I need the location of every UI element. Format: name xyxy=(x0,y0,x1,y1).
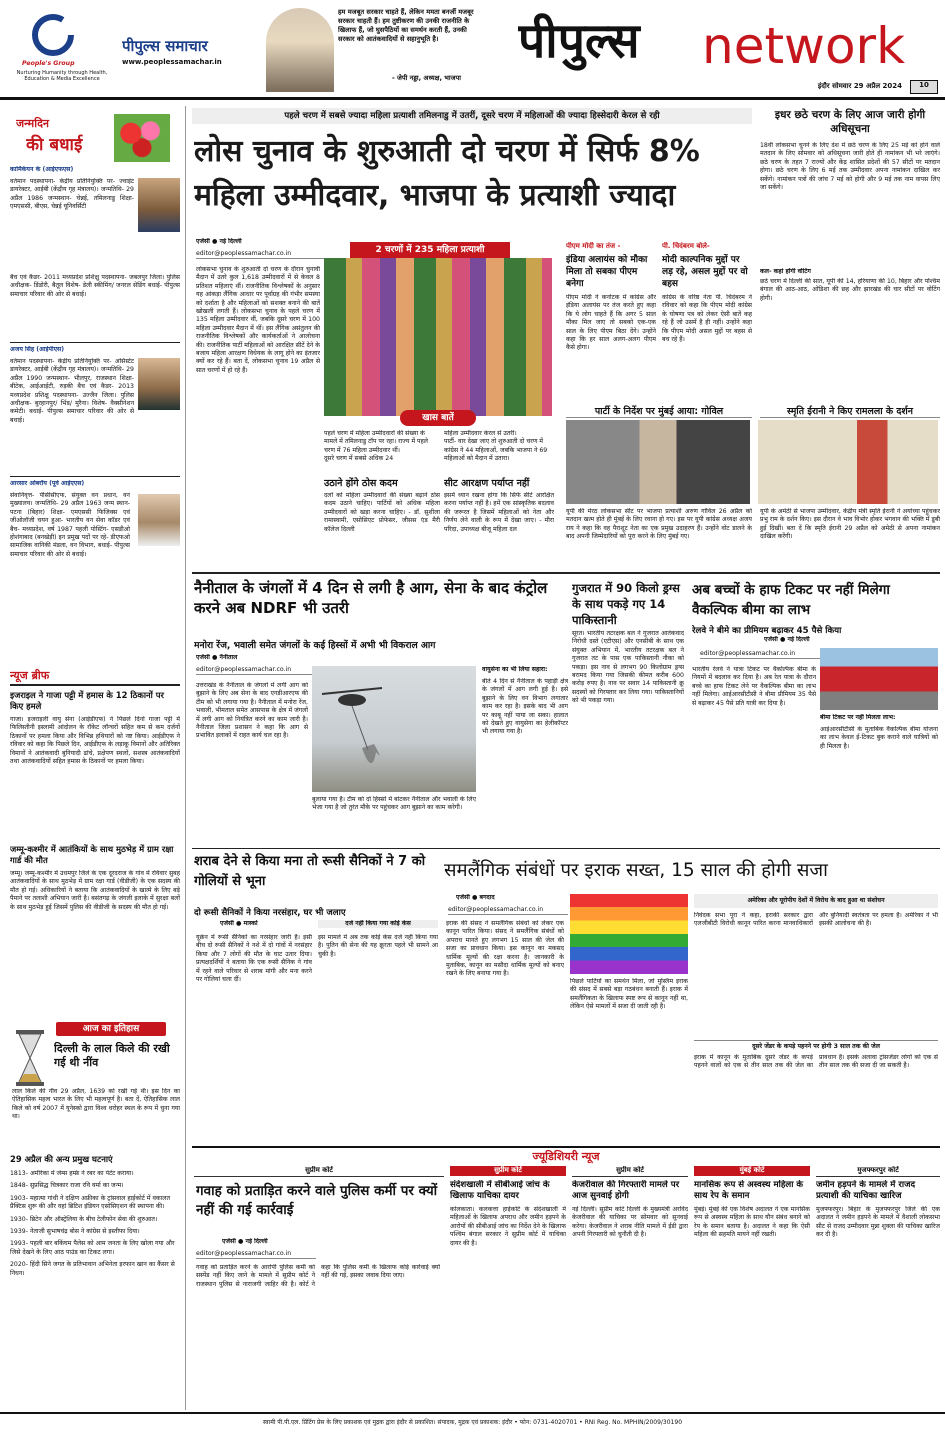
lead-headline: लोस चुनाव के शुरुआती दो चरण में सिर्फ 8% महिला उम्मीदवार, भाजपा के प्रत्याशी ज्यादा xyxy=(194,134,700,213)
hourglass-icon xyxy=(14,1030,46,1086)
lead-sub2-heading: सीट आरक्षण पर्याप्त नहीं xyxy=(444,478,530,489)
russia-headline: शराब देने से किया मना तो रूसी सैनिकों ने 7 को गोलियों से भूना xyxy=(194,854,426,889)
byline-agency: एजेंसी xyxy=(196,238,210,245)
sandesh-court-label: सुप्रीम कोर्ट xyxy=(450,1166,566,1176)
divider xyxy=(10,476,180,477)
birthday-heading-2: की बधाई xyxy=(26,135,83,155)
train-sub: बीमा टिकट पर नहीं मिलता लाभ: xyxy=(820,714,896,721)
key-points-left xyxy=(324,430,440,470)
divider xyxy=(10,684,180,686)
dateline: इंदौर सोमवार 29 अप्रैल 2024 xyxy=(817,82,902,90)
samlaingik-body-3: निवेदक सभा पूरा ने कहा, इराकी सरकार द्वारा एलजीबीटी विरोधी कानून पारित करना मानवाधिकारों और बुनियादी स्वतंत्रता पर हमला है। अमेरिका ने भी इसकी आलोचना की है। xyxy=(694,912,938,928)
website[interactable]: www.peoplessamachar.in xyxy=(122,58,222,66)
police-headline: गवाह को प्रताड़ित करने वाले पुलिस कर्मी पर क्यों नहीं की गई कार्रवाई xyxy=(196,1183,438,1218)
brief-1-body: गाजा। इजराइली वायु सेना (आईडीएफ) ने पिछले दिनों गाजा पट्टी में फिलिस्तीनी इस्लामी आंदोलन के रॉकेट लॉन्चरों सहित कम से कम दर्जनों ठिकानों पर हमला किया और विभिन्न हथियारों को नष्ट किया। आईडीएफ ने रविवार को कहा कि पिछले दिन, आईडीएफ के लड़ाकू विमानों और अतिरिक्त विमानों ने आतंकवादी बुनियादी ढांचे, प्रक्षेपण स्थलों, सशस्त्र आतंकवादियों तथा आतंकवादियों सहित हमास के ठिकानों पर हमला किया। xyxy=(10,716,180,766)
train-body: भारतीय रेलवे ने यात्रा टिकट पर वैकल्पिक बीमा के नियमों में बदलाव कर दिया है। अब रेल यात्रा के दौरान बच्चे का हाफ टिकट लेने पर वैकल्पिक बीमा का लाभ नहीं मिलेगा। आईआरसीटीसी ने बीमा प्रीमियम 35 पैसे से बढ़ाकर 45 पैसे प्रति यात्री कर दिया है। xyxy=(692,666,816,707)
birthday-person-2-details: वर्तमान पदस्थापना- केंद्रीय प्रतिनियुक्ति पर- असिस्टेंट डायरेक्टर, आईबी (केंद्रीय गृह मंत्रालय)। जन्मतिथि- 29 अप्रैल 1990 जन्मस्थान- भीलपुर, राजस्थान शिक्षा- बीटेक, आईआईटी, रुड़की बैच एवं कैडर- 2013 मध्यप्रदेश प्रशिक्षु पदस्थापना- उज्जैन जिला। पुलिस अधीक्षक- बुरहानपुर/ भिंड/ मुरैना। विशेष- वैक्सीनेशन कमेटी। बधाई- पीपुल्स समाचार परिवार की ओर से बधाई। xyxy=(10,358,134,424)
kejriwal-headline: केजरीवाल की गिरफ्तारी मामले पर आज सुनवाई होगी xyxy=(572,1180,680,1201)
page-number: 10 xyxy=(910,80,938,94)
key-point: दूसरे चरण में सबसे अधिक 24 xyxy=(324,455,394,463)
kejriwal-court-label: सुप्रीम कोर्ट xyxy=(572,1166,688,1177)
judiciary-label: ज्यूडिशियरी न्यूज xyxy=(192,1146,940,1164)
nainital-caption: बुलाया गया है। टीम को दो हिस्सों में बांटकर नैनीताल और भवाली के लिए भेजा गया है जो तुरंत मौके पर पहुंचकर आग बुझाने का काम करेगी। xyxy=(312,796,476,812)
sixth-phase-sub: कल- कहां होंगी वोटिंग xyxy=(760,268,811,275)
train-photo xyxy=(820,648,938,710)
birthday-person-1-more: बैच एवं कैडर- 2011 मध्यप्रदेश प्रशिक्षु पदस्थापना- जबलपुर जिला। पुलिस अधीक्षक- डिंडोरी, बैतूल विशेष- डेली स्कीमिंग/ जनरल सेडिंग बधाई- पीपुल्स समाचार परिवार की ओर से बधाई। xyxy=(10,274,180,298)
byline-city: मास्को xyxy=(243,920,258,927)
samlaingik-headline: समलैंगिक संबंधों पर इराक सख्त, 15 साल की होगी सजा xyxy=(444,860,828,881)
lead-sub1-body: दलों को महिला उम्मीदवारों की संख्या बढ़ाने ठोस कदम उठाने चाहिए। पार्टियों को अधिक महिला उम्मीदवारों को खड़ा करना चाहिए। - डॉ. सुशीला रामास्वामी, एसोसिएट प्रोफेसर, जीसस एंड मैरी कॉलेज दिल्ली xyxy=(324,492,440,533)
nainital-email[interactable]: editor@peoplessamachar.co.in xyxy=(196,666,316,675)
divider xyxy=(10,342,180,343)
brand-small: पीपुल्स समाचार xyxy=(122,37,208,55)
group-name: People's Group xyxy=(22,60,75,67)
russia-body: यूक्रेन में रूसी सैनिकों का नरसंहार जारी है। इसी बीच दो रूसी सैनिकों ने नशे में दो गांवों में नरसंहार किया और 7 लोगों की मौत के घाट उतार दिया। प्रत्यक्षदर्शियों ने बताया कि एक रूसी सैनिक ने गांव में रहने वाले परिवार से शराब मांगी और मना करने पर गोलियां चला दीं। xyxy=(196,934,312,984)
brief-1-headline: इजराइल ने गाजा पट्टी में हमास के 12 ठिकानों पर किए हमले xyxy=(10,690,164,711)
nainital-subhead: मनोरा रेंज, भवाली समेत जंगलों के कई हिस्सों में अभी भी विकराल आग xyxy=(194,640,436,651)
kejriwal-body: नई दिल्ली। सुप्रीम कोर्ट दिल्ली के मुख्यमंत्री अरविंद केजरीवाल की याचिका पर सोमवार को सुनवाई करेगा। केजरीवाल ने शराब नीति मामले में ईडी द्वारा अपनी गिरफ्तारी को चुनौती दी है। xyxy=(572,1206,688,1239)
event-item: 1939- नेताजी सुभाषचंद्र बोस ने कांग्रेस से इस्तीफा दिया। xyxy=(10,1228,140,1236)
smriti-body: यूपी के अमेठी से भाजपा उम्मीदवार, केंद्रीय मंत्री स्मृति ईरानी ने अयोध्या पहुंचकर प्रभु राम के दर्शन किए। इस दौरान वे भाव विभोर होकर भगवान की भक्ति में डूबी हुई दिखीं। बता दें कि स्मृति ईरानी 29 अप्रैल को अमेठी से अपना नामांकन दाखिल करेंगी। xyxy=(760,508,940,541)
lead-sub1-heading: उठाने होंगे ठोस कदम xyxy=(324,478,398,489)
samlaingik-tag: अमेरिका और यूरोपीय देशों में विरोध के बाद हुआ था संशोधन xyxy=(694,894,938,908)
byline-agency: एजेंसी xyxy=(220,920,234,927)
history-label: आज का इतिहास xyxy=(56,1022,166,1036)
helicopter-photo xyxy=(312,666,476,792)
byline-city: नई दिल्ली xyxy=(245,1238,268,1245)
lead-photo-caption: 2 चरणों में 235 महिला प्रत्याशी xyxy=(350,242,510,258)
samlaingik-sub: दूसरे जेंडर के कपड़े पहनने पर होगी 3 साल तक की जेल xyxy=(694,1040,938,1051)
paper-title-en: network xyxy=(702,18,906,74)
lead-photo-women-voters xyxy=(324,258,552,416)
lead-body: लोकसभा चुनाव के शुरुआती दो चरण के दौरान चुनावी मैदान में उतरे कुल 1,618 उम्मीदवारों में से केवल 8 प्रतिशत महिलाएं थीं। राजनीतिक विश्लेषकों के अनुसार यह आंकड़ा लैंगिक आधार पर पूर्वाग्रह की गंभीर समस्या को दर्शाता है और महिलाओं को सशक्त बनाने की बातें खोखली लगती हैं। लोकसभा चुनाव के पहले चरण में 135 महिला उम्मीदवार थीं, जबकि दूसरे चरण में 100 महिला उम्मीदवार मैदान में थीं। इस लैंगिक असंतुलन की राजनीतिक विश्लेषकों और कार्यकर्ताओं ने आलोचना की। राजनीतिक पार्टी महिलाओं को आरक्षित सीटें देने के बजाय महिला आरक्षण विधेयक के लागू होने का इंतजार क्यों कर रहे हैं। बता दें, लोकसभा चुनाव 19 अप्रैल से सात चरणों में हो रहे हैं। xyxy=(196,266,320,374)
byline-agency: एजेंसी xyxy=(764,636,778,643)
birthday-person-3-photo xyxy=(138,494,180,546)
footer: स्वामी पी.पी.एल. प्रिंटिंग प्रेस के लिए प्रकाशक एवं मुद्रक द्वारा इंदौर से प्रकाशित। संपादक, मुद्रक एवं प्रकाशक: इंदौर • फोन: 0731-4020701 • RNI Reg. No. MPHIN/2009/30190 xyxy=(0,1412,945,1445)
byline-agency: एजेंसी xyxy=(222,1238,236,1245)
muzaffarpur-court-label: मुजफ्फरपुर कोर्ट xyxy=(816,1166,940,1177)
brief-2-headline: जम्मू-कश्मीर में आतंकियों के साथ मुठभेड़ में ग्राम रक्षा गार्ड की मौत xyxy=(10,844,174,865)
brief-2-body: जम्मू। जम्मू-कश्मीर में उधमपुर जिले के एक दूरदराज के गांव में रविवार सुबह आतंकवादियों के साथ मुठभेड़ में ग्राम रक्षा गार्ड (वीडीजी) के एक सदस्य की मौत हो गई। अधिकारियों ने बताया कि आतंकवादियों के खात्मे के लिए बड़े पैमाने पर तलाशी अभियान जारी है। बसंतगढ़ के जंगली इलाके में सुरक्षा बलों के साथ मुठभेड़ हुई जिसमें पुलिस की वीडीजी के सदस्य की मौत हो गई। xyxy=(10,870,180,911)
quote-text: हम मजबूत सरकार चाहते हैं, लेकिन ममता बनर्जी मजबूर सरकार चाहती हैं। हम तुष्टीकरण की उनकी राजनीति के खिलाफ हैं, जो घुसपैठियों का समर्थन करती हैं, उनकी सरकार को आतंकवादियों से सहानुभूति है। xyxy=(338,8,474,43)
russia-byline: एजेंसी ● मास्को xyxy=(220,920,258,927)
lead-email[interactable]: editor@peoplessamachar.co.in xyxy=(196,250,326,259)
nainital-side-body: बीते 4 दिन से नैनीताल के पहाड़ी क्षेत्र के जंगलों में आग लगी हुई है। इसे बुझाने के लिए वन विभाग लगातार काम कर रहा है। इसके बाद भी आग पर काबू नहीं पाया जा सका। हालात को देखते हुए वायुसेना का हेलीकॉप्टर भी लगाया गया है। xyxy=(482,678,568,736)
events-list xyxy=(10,1170,182,1408)
byline-city: नई दिल्ली xyxy=(219,238,242,245)
event-item: 1848- सुप्रसिद्ध चित्रकार राजा रवि वर्मा का जन्म। xyxy=(10,1182,124,1190)
left-column xyxy=(6,106,186,1410)
train-byline: एजेंसी ● नई दिल्ली xyxy=(764,636,810,643)
birthday-person-1-name: कार्मिकेयन के (आईएफएस) xyxy=(10,166,74,173)
samlaingik-email[interactable]: editor@peoplessamachar.co.in xyxy=(448,906,568,915)
event-item: 1903- महात्मा गांधी ने दक्षिण अफ्रीका के ट्रांसवाल हाईकोर्ट में वकालत प्रैक्टिस शुरू की और वहां ब्रिटिश इंडियन एसोसिएशन की स्थापना की। xyxy=(10,1194,170,1211)
smriti-photo xyxy=(758,420,938,504)
muzaffarpur-body: मुजफ्फरपुर। बिहार के मुजफ्फरपुर जिले की एक अदालत ने जमीन हड़पने के मामले में वैशाली लोकसभा सीट से राजद उम्मीदवार मुन्ना शुक्ला की याचिका खारिज कर दी है। xyxy=(816,1206,940,1239)
mumbai-court-label: मुंबई कोर्ट xyxy=(694,1166,810,1176)
group-tagline: Nurturing Humanity through Health, Education & Media Excellence xyxy=(16,70,108,82)
paper-title-hindi: पीपुल्स xyxy=(518,13,640,69)
nainital-headline: नैनीताल के जंगलों में 4 दिन से लगी है आग, सेना के बाद कंट्रोल करने अब NDRF भी उतरी xyxy=(194,579,548,617)
modi-body: पीएम मोदी ने कर्नाटक में कांग्रेस और इंडिया अलायंस पर तंज करते हुए कहा कि ये लोग चाहते हैं कि अगर 5 साल मौका मिल जाए तो सबको एक-एक साल के लिए पीएम बिठा देंगे। उन्होंने कहा कि हर साल अलग-अलग पीएम कैसे होगा। xyxy=(566,294,656,352)
govil-photo xyxy=(566,420,750,504)
history-box xyxy=(10,1020,182,1150)
byline-city: नई दिल्ली xyxy=(787,636,810,643)
byline-agency: एजेंसी xyxy=(456,894,470,901)
modi-headline: इंडिया अलायंस को मौका मिला तो सबका पीएम बनेगा xyxy=(566,255,648,289)
birthday-person-1-photo xyxy=(138,178,180,232)
rainbow-hands-photo xyxy=(570,894,688,974)
jp-nadda-photo xyxy=(266,8,334,92)
key-points-right xyxy=(444,430,554,470)
quote-author: - जेपी नड्डा, अध्यक्ष, भाजपा xyxy=(392,74,461,82)
mumbai-headline: मानसिक रूप से अस्वस्थ महिला के साथ रेप के समान xyxy=(694,1180,804,1201)
train-headline: अब बच्चों के हाफ टिकट पर नहीं मिलेगा वैकल्पिक बीमा का लाभ xyxy=(692,582,890,618)
smriti-headline: स्मृति ईरानी ने किए रामलला के दर्शन xyxy=(760,404,940,418)
mumbai-body: मुंबई। मुंबई की एक विशेष अदालत ने एक मानसिक रूप से अस्वस्थ महिला के साथ यौन संबंध बनाने को रेप के समान बताया है। अदालत ने कहा कि ऐसी महिला की सहमति मायने नहीं रखती। xyxy=(694,1206,810,1239)
helicopter-icon xyxy=(312,666,476,792)
birthday-person-2-name: अजय सिंह (आईपीएस) xyxy=(10,346,65,353)
modi-kicker: पीएम मोदी का तंज - xyxy=(566,242,621,250)
govil-body: यूपी की मेरठ लोकसभा सीट पर भाजपा प्रत्याशी अरुण गोविल 26 अप्रैल को मतदान खत्म होते ही मुंबई के लिए रवाना हो गए। इस पर यूपी कांग्रेस अध्यक्ष अजय राय ने कहा कि वह पैराशूट नेता का एक प्रमुख उदाहरण हैं। उन्होंने वोट डालने के बाद अपनी जिम्मेदारियों को पूरा करने के लिए मुंबई गए। xyxy=(566,508,752,541)
history-headline: दिल्ली के लाल किले की रखी गई थी नींव xyxy=(54,1042,170,1069)
train-sub-body: आईआरसीटीसी के मुताबिक वैकल्पिक बीमा योजना का लाभ केवल ई-टिकट बुक कराने वाले यात्रियों को ही मिलता है। xyxy=(820,726,938,750)
gujarat-headline: गुजरात में 90 किलो ड्रग्स के साथ पकड़े गए 14 पाकिस्तानी xyxy=(572,581,680,627)
nainital-body: उत्तराखंड के नैनीताल के जंगलों में लगी आग को बुझाने के लिए अब सेना के बाद एनडीआरएफ की टीम को भी लगाया गया है। नैनीताल में मनोरा रेंज, भवाली, भीमताल समेत आसपास के क्षेत्र में जंगलों में लगी आग को नियंत्रित करने का काम जारी है। नैनीताल जिला प्रशासन ने कहा कि आग से प्रभावित इलाकों में राहत कार्य चल रहा है। xyxy=(196,682,308,740)
lead-sub2-body: इसमें ध्यान रखना होगा कि सिर्फ सीटें आरक्षित करना पर्याप्त नहीं है। हमें एक सांस्कृतिक बदलाव की जरूरत है जिसमें महिलाओं को नेता और निर्णय लेने वाली के रूप में देखा जाए। - मीरा परिदा, उपाध्यक्ष बीजू महिला दल xyxy=(444,492,554,533)
nainital-byline: एजेंसी ● नैनीताल xyxy=(196,654,238,661)
events-heading: 29 अप्रैल की अन्य प्रमुख घटनाएं xyxy=(10,1154,113,1164)
birthday-person-3-details: सेवानिवृत्त- पीसीसीएफ, संयुक्त वन प्रधान, वन मुख्यालय। जन्मतिथि- 29 अप्रैल 1963 जन्म स्थान- पटना (बिहार) शिक्षा- एमएससी फिजिक्स एवं जीओलॉजी चयन हुआ- भारतीय वन सेवा कॉडर एवं बैच- मध्यप्रदेश, वर्ष 1987 पहली पोस्टिंग- एसडीओ होशंगाबाद (बनखेड़ी) इन प्रमुख पदों पर रहे- डीएफओ सामाजिक वानिकी मंडला, वन विभाग, बधाई- पीपुल्स समाचार परिवार की ओर से बधाई। xyxy=(10,492,130,558)
lead-byline: एजेंसी ● नई दिल्ली xyxy=(196,238,242,245)
news-brief-label: न्यूज ब्रीफ xyxy=(10,669,50,682)
history-body: लाल किले की नींव 29 अप्रैल, 1639 को रखी गई थी। इस दिन का ऐतिहासिक महत्व भारत के लिए भी महत्वपूर्ण है। बता दें, ऐतिहासिक लाल किले को वर्ष 2007 में यूनेस्को द्वारा विश्व धरोहर स्थल के रूप में चुना गया था। xyxy=(12,1088,180,1121)
russia-sub: दर्ज नहीं किया गया कोई केस xyxy=(318,920,438,928)
event-item: 1813- अमेरिका में जेम्स हम्फ्रे ने रबर का पेटेंट कराया। xyxy=(10,1170,134,1177)
samlaingik-byline: एजेंसी ● बगदाद xyxy=(456,894,495,901)
divider xyxy=(192,572,940,574)
birthday-heading-1: जन्मदिन xyxy=(16,117,50,130)
divider xyxy=(192,848,940,849)
sixth-phase-body: 18वीं लोकसभा चुनने के लिए देश में छठे चरण के लिए 25 मई को होने वाले मतदान के लिए सोमवार को अधिसूचना जारी होते ही नामांकन भी भरे जाएंगे। छठे चरण के तहत 7 राज्यों और केंद्र शासित प्रदेशों की 57 सीटों पर मतदान होगा। छठे चरण के लिए 6 मई तक उम्मीदवार अपना नामांकन दाखिल कर सकेंगे। नामांकन पत्रों की जांच 7 मई को होगी और 9 मई तक नाम वापस लिए जा सकेंगे। xyxy=(760,142,940,192)
russia-sub-body: इस मामले में अब तक कोई केस दर्ज नहीं किया गया है। पुतिन की सेना की यह क्रूरता पहले भी सामने आ चुकी है। xyxy=(318,934,438,958)
byline-city: नैनीताल xyxy=(219,654,238,661)
sandesh-body: कोलकाता। कलकत्ता हाईकोर्ट के संदेशखाली में महिलाओं के खिलाफ अपराध और जमीन हड़पने के आरोपों की सीबीआई जांच का निर्देश देने के खिलाफ पश्चिम बंगाल सरकार ने सुप्रीम कोर्ट में याचिका दायर की है। xyxy=(450,1206,566,1247)
flowers-graphic xyxy=(114,114,170,162)
key-points-label: खास बातें xyxy=(400,410,476,426)
lead-kicker: पहले चरण में सबसे ज्यादा महिला प्रत्याशी तमिलनाडु में उतरीं, दूसरे चरण में महिलाओं की ज्यादा हिस्सेदारी केरल से रही xyxy=(192,108,752,124)
birthday-person-3-name: आरसार ओबरॉय (पूर्व आईएएस) xyxy=(10,480,85,487)
byline-city: बगदाद xyxy=(479,894,495,901)
event-item: 1930- ब्रिटेन और ऑस्ट्रेलिया के बीच टेलीफोन सेवा की शुरुआत। xyxy=(10,1215,158,1223)
key-point: महिला उम्मीदवार केरल से उतरीं। xyxy=(444,430,517,437)
birthday-person-1-details: वर्तमान पदस्थापना- केंद्रीय प्रतिनियुक्ति पर- ज्वाइंट डायरेक्टर, आईबी (केंद्रीय गृह मंत्रालय)। जन्मतिथि- 29 अप्रैल 1986 जन्मस्थान- चेन्नई, तमिलनाडु शिक्षा- एमएससी, बीएस, चेन्नई यूनिवर्सिटी xyxy=(10,178,134,211)
chidambaram-headline: मोदी काल्पनिक मुद्दों पर लड़ रहे, असल मुद्दों पर वो बहस xyxy=(662,255,748,289)
police-court-label: सुप्रीम कोर्ट xyxy=(194,1166,444,1177)
nainital-side-label: वायुसेना का भी लिया सहारा: xyxy=(482,666,548,673)
samlaingik-body-2: पिछले पार्टियों का समर्थन मिला, जो मुस्लिम इराक की संसद में सबसे बड़ा गठबंधन बनाती हैं। इराक में समलैंगिकता के खिलाफ स्पष्ट रूप से कानून नहीं था, लेकिन ऐसे मामलों में सजा दी जाती रही है। xyxy=(570,978,688,1011)
train-subhead: रेलवे ने बीमे का प्रीमियम बढ़ाकर 45 पैसे किया xyxy=(692,626,842,636)
govil-headline: पार्टी के निर्देश पर मुंबई आया: गोविल xyxy=(566,404,752,418)
byline-agency: एजेंसी xyxy=(196,654,210,661)
train-email[interactable]: editor@peoplessamachar.co.in xyxy=(700,650,820,659)
key-point: पार्टी- वार देखा जाए तो शुरुआती दो चरण में कांग्रेस ने 44 महिलाओं, जबकि भाजपा ने 69 महिलाओं को मैदान में उतारा। xyxy=(444,438,548,463)
sandesh-headline: संदेशखाली में सीबीआई जांच के खिलाफ याचिका दायर xyxy=(450,1180,550,1201)
event-item: 1993- पहली बार बकिंघम पैलेस को आम जनता के लिए खोला गया और जिसे देखने के लिए आठ पाउंड का टिकट लगा। xyxy=(10,1240,175,1256)
gujarat-body: सूरत। भारतीय तटरक्षक बल ने गुजरात आतंकवाद निरोधी दस्ते (एटीएस) और एनसीबी के साथ एक संयुक्त अभियान में, भारतीय तटरक्षक बल ने गुजरात तट के पास एक पाकिस्तानी नौका को पकड़ा। इस नाव से लगभग 90 किलोग्राम ड्रग्स बरामद किया गया जिसकी कीमत करीब 600 करोड़ रुपए है। नाव पर सवार 14 पाकिस्तानी क्रू सदस्यों को गिरफ्तार कर लिया गया। पाकिस्तानियों को भी पकड़ा गया। xyxy=(572,630,684,705)
samlaingik-body: इराक की संसद ने समलैंगिक संबंधों को लेकर एक कानून पारित किया। संसद ने समलैंगिक संबंधों को अपराध मानते हुए लगभग 15 साल की जेल की सजा का प्रावधान किया। इस कानून का मकसद धार्मिक मूल्यों की रक्षा करना है। जानकारी के मुताबिक, कानून का मसौदा धार्मिक मूल्यों को बनाए रखने के लिए बनाया गया है। xyxy=(446,920,564,978)
muzaffarpur-headline: जमीन हड़पने के मामले में राजद प्रत्याशी की याचिका खारिज xyxy=(816,1180,916,1201)
sixth-phase-headline: इधर छठे चरण के लिए आज जारी होगी अधिसूचना xyxy=(774,109,926,135)
police-byline: एजेंसी ● नई दिल्ली xyxy=(222,1238,268,1245)
birthday-person-2-photo xyxy=(138,358,180,410)
key-point: पहले चरण में महिला उम्मीदवारों की संख्या के मामले में तमिलनाडु टॉप पर रहा। राज्य में पहले चरण में 76 महिला उम्मीदवार थीं। xyxy=(324,430,429,454)
police-email[interactable]: editor@peoplessamachar.co.in xyxy=(196,1250,316,1259)
event-item: 2020- हिंदी सिने जगत के प्रतिभावान अभिनेता इरफान खान का कैंसर से निधन। xyxy=(10,1261,175,1277)
russia-subhead: दो रूसी सैनिकों ने किया नरसंहार, घर भी जलाए xyxy=(194,908,346,918)
police-body: गवाह को प्रताड़ित करने के आरोपी पुलिस कर्मी को सस्पेंड नहीं किए जाने के मामले में सुप्रीम कोर्ट ने राजस्थान पुलिस से नाराजगी जाहिर की है। कोर्ट ने कहा कि पुलिस कर्मी के खिलाफ कोई कार्रवाई क्यों नहीं की गई, इसका जवाब दिया जाए। xyxy=(196,1264,440,1288)
samlaingik-sub-body: इराक में कानून के मुताबिक दूसरे जेंडर के कपड़े पहनने वालों को एक से तीन साल तक की जेल का प्रावधान है। इसके अलावा ट्रांसजेंडर लोगों को एक से तीन साल तक की सजा दी जा सकती है। xyxy=(694,1054,938,1070)
sixth-phase-sub-body: छठे चरण में दिल्ली की सात, यूपी की 14, हरियाणा की 10, बिहार और पश्चिम बंगाल की आठ-आठ, ओडिशा की छह और झारखंड की चार सीटों पर वोटिंग होगी। xyxy=(760,278,940,302)
chidambaram-body: कांग्रेस के वरिष्ठ नेता पी. चिदंबरम ने रविवार को कहा कि पीएम मोदी कांग्रेस के घोषणा पत्र को लेकर ऐसी बातें कह रहे हैं जो उसमें है ही नहीं। उन्होंने कहा कि पीएम मोदी असल मुद्दों पर बहस से बच रहे हैं। xyxy=(662,294,752,344)
chidambaram-kicker: पी. चिदंबरम बोले- xyxy=(662,242,710,250)
masthead xyxy=(0,0,945,100)
birthday-banner xyxy=(10,114,170,164)
peoples-group-logo xyxy=(30,12,76,58)
